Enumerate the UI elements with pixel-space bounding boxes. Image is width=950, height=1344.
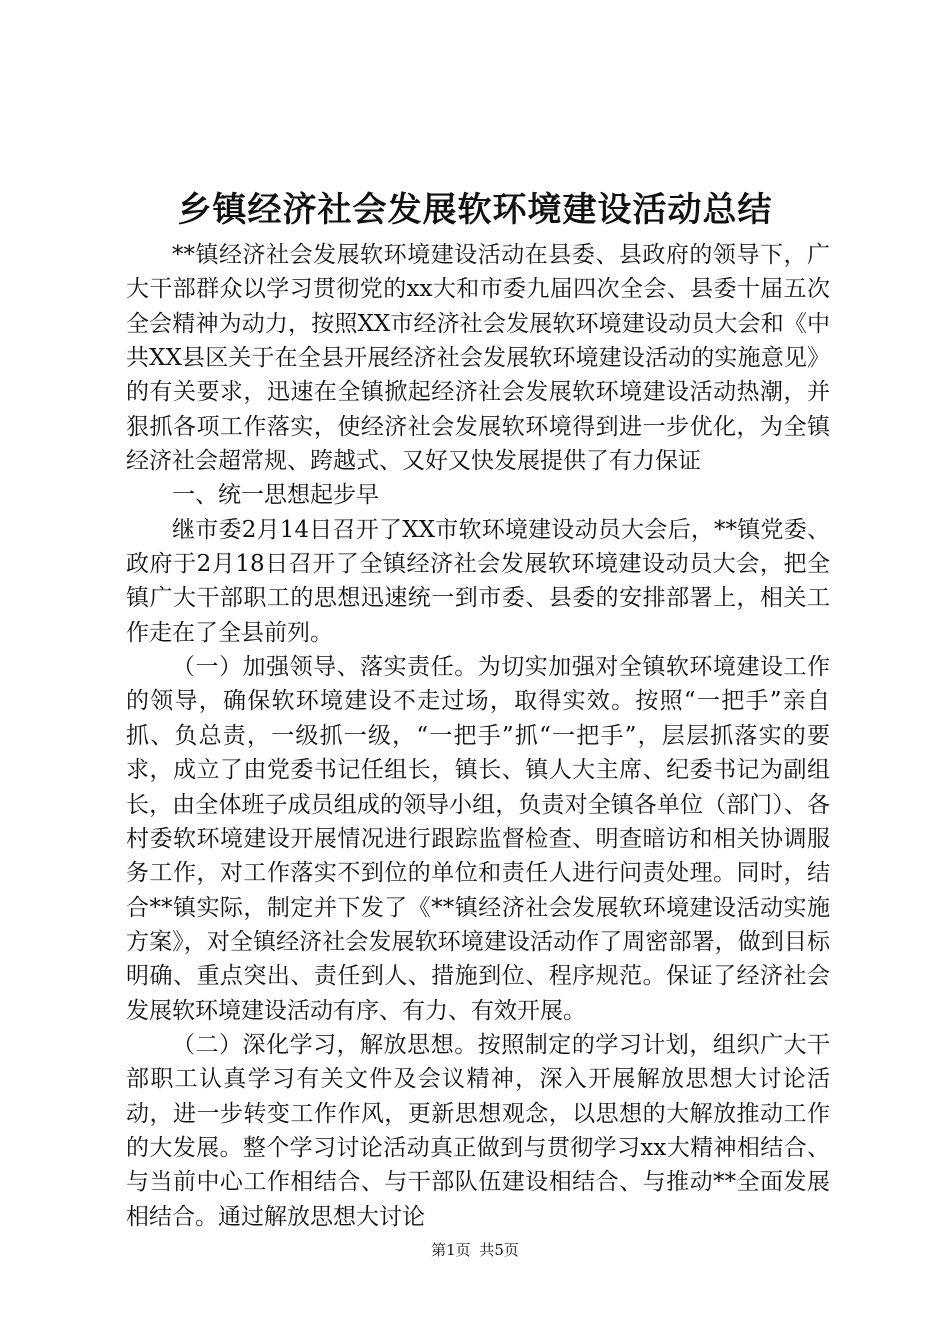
paragraph-section-1: 继市委2月14日召开了XX市软环境建设动员大会后，**镇党委、政府于2月18日召开了全镇经济社会发展软环境建设动员大会，把全镇广大干部职工的思想迅速统一到市委、县委的安排部署上，相关工作走在了全县前列。	[126, 516, 830, 646]
paragraph-subsection-2: （二）深化学习，解放思想。按照制定的学习计划，组织广大干部职工认真学习有关文件及会议精神，深入开展解放思想大讨论活动，进一步转变工作作风，更新思想观念，以思想的大解放推动工作的大发展。整个学习讨论活动真正做到与贯彻学习xx大精神相结合、与当前中心工作相结合、与干部队伍建设相结合、与推动**全面发展相结合。通过解放思想大讨论	[126, 1031, 830, 1230]
page-number: 第1页	[431, 1241, 471, 1259]
paragraph-subsection-1: （一）加强领导、落实责任。为切实加强对全镇软环境建设工作的领导，确保软环境建设不走过场，取得实效。按照“一把手”亲自抓、负总责，一级抓一级，“一把手”抓“一把手”，层层抓落实的要求，成立了由党委书记任组长，镇长、镇人大主席、纪委书记为副组长，由全体班子成员组成的领导小组，负责对全镇各单位（部门）、各村委软环境建设开展情况进行跟踪监督检查、明查暗访和相关协调服务工作，对工作落实不到位的单位和责任人进行问责处理。同时，结合**镇实际，制定并下发了《**镇经济社会发展软环境建设活动实施方案》，对全镇经济社会发展软环境建设活动作了周密部署，做到目标明确、重点突出、责任到人、措施到位、程序规范。保证了经济社会发展软环境建设活动有序、有力、有效开展。	[126, 654, 830, 1024]
document-title: 乡镇经济社会发展软环境建设活动总结	[177, 190, 773, 230]
document-body	[126, 238, 830, 1234]
section-heading-1: 一、统一思想起步早	[172, 482, 379, 509]
page-footer	[0, 1239, 950, 1261]
paragraph-intro: **镇经济社会发展软环境建设活动在县委、县政府的领导下，广大干部群众以学习贯彻党的xx大和市委九届四次全会、县委十届五次全会精神为动力，按照XX市经济社会发展软环境建设动员大会和《中共XX县区关于在全县开展经济社会发展软环境建设活动的实施意见》的有关要求，迅速在全镇掀起经济社会发展软环境建设活动热潮，并狠抓各项工作落实，使经济社会发展软环境得到进一步优化，为全镇经济社会超常规、跨越式、又好又快发展提供了有力保证	[126, 242, 830, 475]
page-total: 共5页	[479, 1241, 519, 1259]
